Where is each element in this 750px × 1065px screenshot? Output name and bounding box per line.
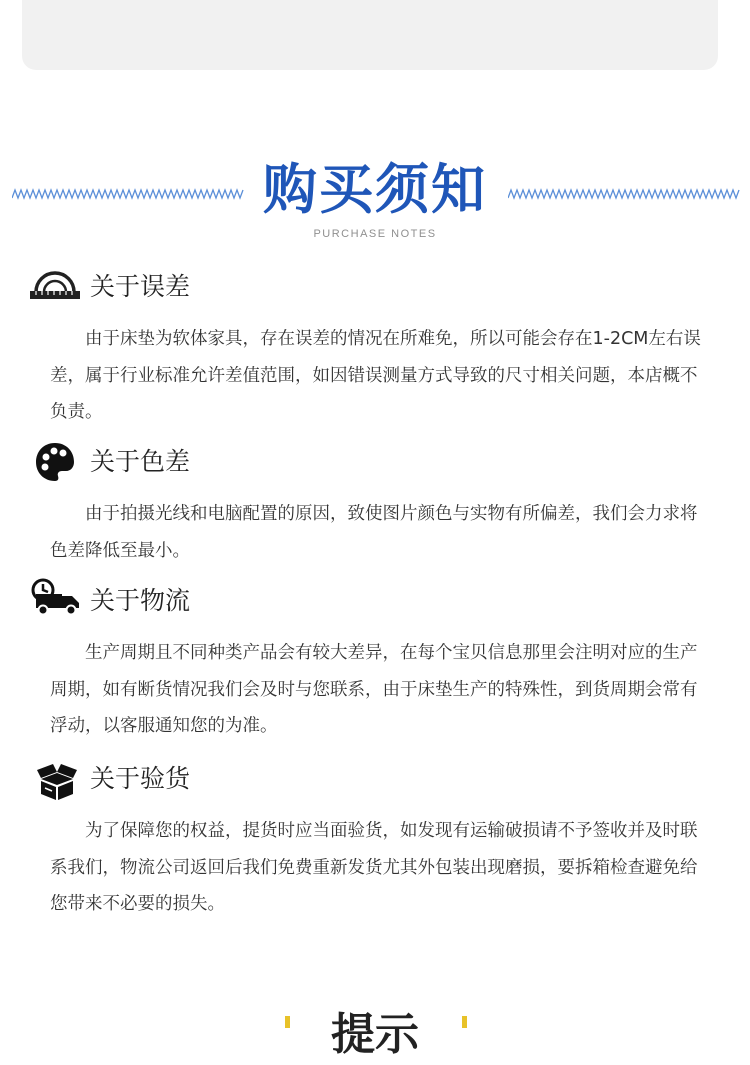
palette-icon — [34, 441, 76, 483]
section-title-inspection: 关于验货 — [90, 764, 191, 793]
ruler-protractor-icon — [28, 268, 82, 300]
section-text-inspection: 为了保障您的权益，提货时应当面验货，如发现有运输破损请不予签收并及时联系我们，物流公司返回后我们免费重新发货尤其外包装出现磨损，要拆箱检查避免给您带来不必要的损失。 — [50, 821, 698, 914]
section-title-logistics: 关于物流 — [90, 586, 191, 615]
section-text-color: 由于拍摄光线和电脑配置的原因，致使图片颜色与实物有所偏差，我们会力求将色差降低至最小。 — [50, 504, 698, 561]
section-title-error: 关于误差 — [90, 272, 191, 301]
section-title-color: 关于色差 — [90, 447, 191, 476]
wave-decoration-right — [508, 186, 740, 202]
accent-bracket-right — [462, 1016, 467, 1028]
page-subtitle: PURCHASE NOTES — [313, 228, 437, 240]
section-text-error: 由于床垫为软体家具，存在误差的情况在所难免，所以可能会存在1-2CM左右误差，属于行业标准允许差值范围，如因错误测量方式导致的尺寸相关问题，本店概不负责。 — [50, 329, 701, 422]
delivery-truck-icon — [30, 578, 82, 616]
top-panel — [22, 0, 718, 70]
section-text-logistics: 生产周期且不同种类产品会有较大差异，在每个宝贝信息那里会注明对应的生产周期，如有断货情况我们会及时与您联系，由于床垫生产的特殊性，到货周期会常有浮动，以客服通知您的为准。 — [50, 643, 698, 736]
page-title: 购买须知 — [263, 158, 487, 221]
open-box-icon — [33, 762, 81, 802]
footer-title: 提示 — [331, 1009, 419, 1060]
